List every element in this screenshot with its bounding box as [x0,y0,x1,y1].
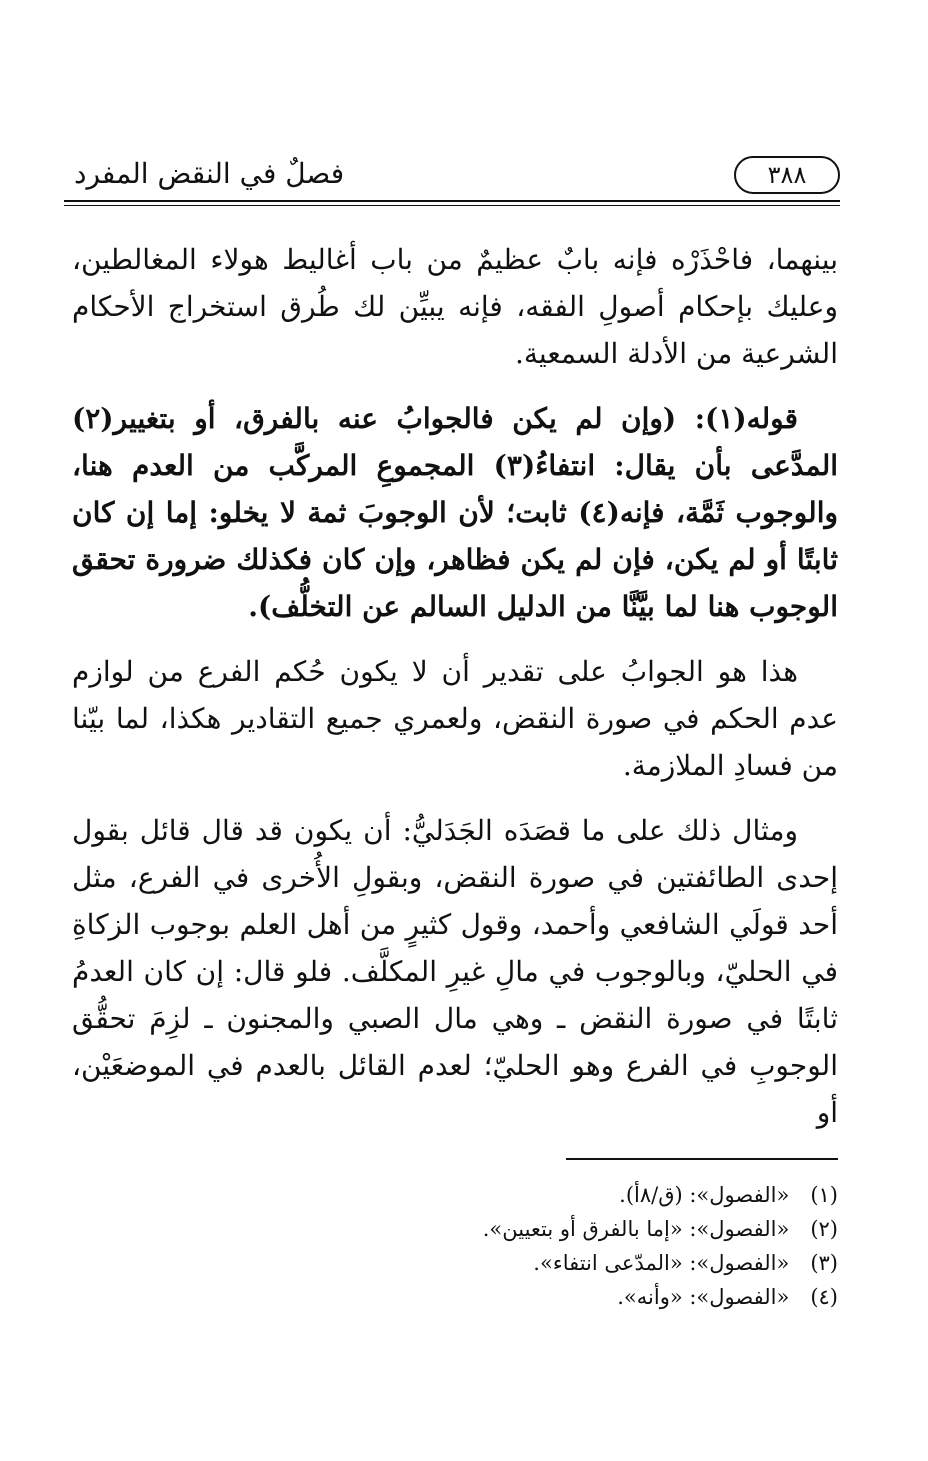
header-rule [64,200,840,202]
page-header [64,152,840,204]
footnote-text: «الفصول»: «وأنه». [617,1285,790,1309]
paragraph-4: ومثال ذلك على ما قصَدَه الجَدَليُّ: أن يكون قد قال قائل بقول إحدى الطائفتين في صورة النقض، وبقولِ الأُخرى في الفرع، مثل أحد قولَي الشافعي وأحمد، وقول كثيرٍ من أهل العلم بوجوب الزكاةِ في الحليّ، وبالوجوب في مالِ غيرِ المكلَّف. فلو قال: إن كان العدمُ ثابتًا في صورة النقض ـ وهي مال الصبي والمجنون ـ لزِمَ تحقُّق الوجوبِ في الفرع وهو الحليّ؛ لعدم القائل بالعدم في الموضعَيْن، أو [72,814,839,1129]
footnote-separator [566,1158,838,1160]
footnote-text: «الفصول»: «إما بالفرق أو بتعيين». [482,1217,790,1241]
footnote-number: (٤) [810,1285,838,1309]
footnotes [138,1178,838,1314]
paragraph-1: بينهما، فاحْذَرْه فإنه بابٌ عظيمٌ من باب أغاليط هولاء المغالطين، وعليك بإحكام أصولِ الفقه، فإنه يبيِّن لك طُرق استخراج الأحكام الشرعية من الأدلة السمعية. [72,243,838,370]
footnote-2 [138,1212,838,1246]
footnote-text: «الفصول»: «المدّعى انتفاء». [533,1251,790,1275]
footnote-4 [138,1280,838,1314]
paragraph-2-quote: قوله(١): (وإن لم يكن فالجوابُ عنه بالفرق، أو بتغيير(٢) المدَّعى بأن يقال: انتفاءُ(٣) المجموعِ المركَّب من العدم هنا، والوجوب ثَمَّة، فإنه(٤) ثابت؛ لأن الوجوبَ ثمة لا يخلو: إما إن كان ثابتًا أو لم يكن، فإن لم يكن فظاهر، وإن كان فكذلك ضرورة تحقق الوجوب هنا لما بيَّنَّا من الدليل السالم عن التخلُّف). [72,402,839,623]
main-text [72,236,838,1154]
header-rule-thin [64,205,840,206]
page-number: ٣٨٨ [734,156,840,194]
footnote-text: «الفصول»: (ق/٨أ). [619,1183,790,1207]
footnote-3 [138,1246,838,1280]
paragraph-3: هذا هو الجوابُ على تقدير أن لا يكون حُكم الفرع من لوازم عدم الحكم في صورة النقض، ولعمري جميع التقادير هكذا، لما بيّنا من فسادِ الملازمة. [72,655,838,782]
footnote-1 [138,1178,838,1212]
footnote-number: (٣) [810,1251,838,1275]
footnote-number: (١) [810,1183,838,1207]
footnote-number: (٢) [810,1217,838,1241]
running-title: فصلٌ في النقض المفرد [74,157,345,190]
